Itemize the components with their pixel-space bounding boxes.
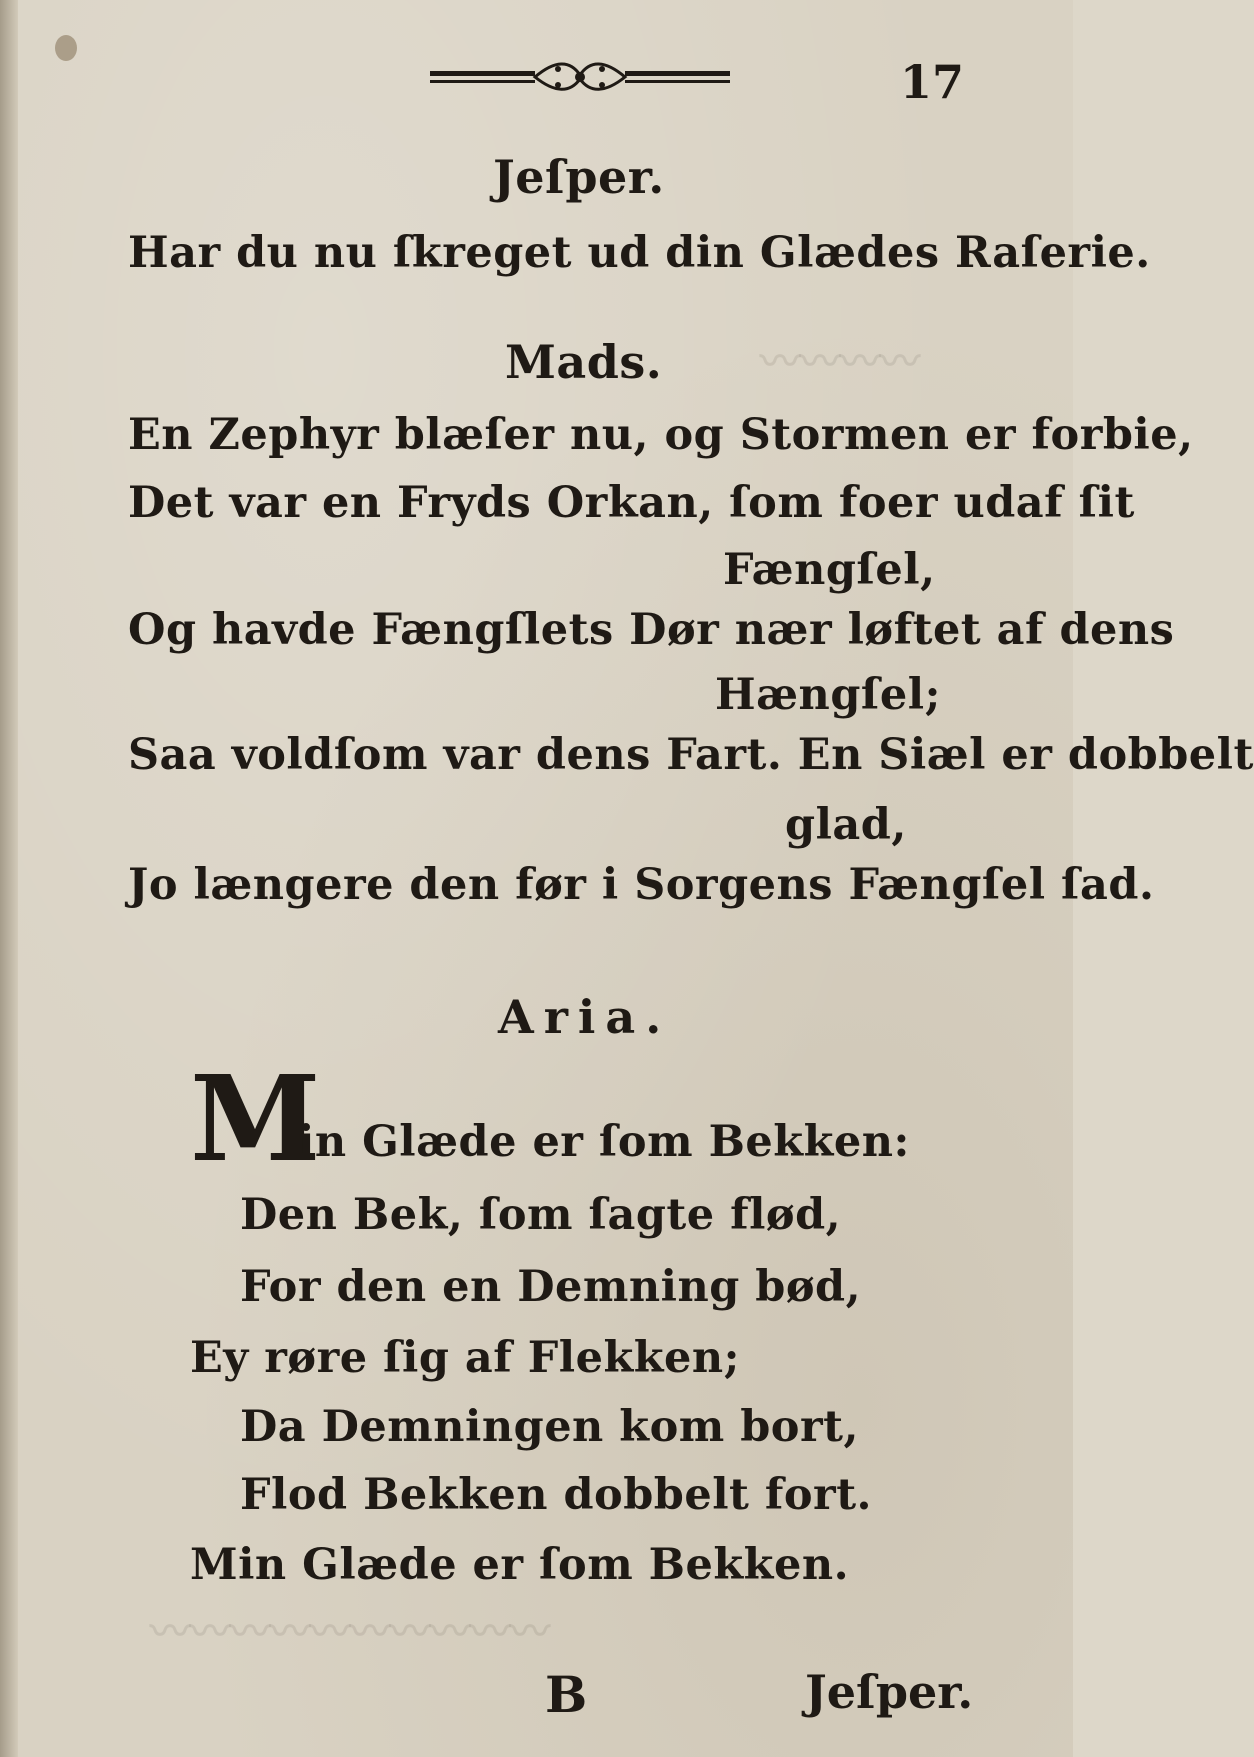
verse-line: En Zephyr blæſer nu, og Stormen er forbie, bbox=[128, 410, 1194, 460]
aria-line: Da Demningen kom bort, bbox=[240, 1402, 859, 1452]
aria-line: Min Glæde er ſom Bekken. bbox=[190, 1540, 850, 1590]
verse-line: Det var en Fryds Orkan, ſom foer udaf ſit bbox=[128, 478, 1135, 528]
aria-line: Flod Bekken dobbelt fort. bbox=[240, 1470, 873, 1520]
verse-line: Har du nu ſkreget ud din Glædes Raſerie. bbox=[128, 228, 1151, 278]
aria-line: Den Bek, ſom ſagte flød, bbox=[240, 1190, 842, 1240]
show-through-text: 〰〰〰〰 bbox=[760, 338, 920, 385]
verse-line: Og havde Fængſlets Dør nær løftet af dens bbox=[128, 605, 1175, 655]
aria-line: in Glæde er ſom Bekken: bbox=[298, 1117, 910, 1167]
header-ornament bbox=[430, 55, 730, 99]
page-edge bbox=[0, 0, 18, 1757]
catchword: Jeſper. bbox=[805, 1665, 974, 1719]
aria-line: Ey røre ſig af Flekken; bbox=[190, 1333, 741, 1383]
verse-line-turnover: Fængſel, bbox=[723, 545, 936, 595]
signature-mark: B bbox=[545, 1665, 588, 1724]
verse-line-turnover: Hængſel; bbox=[715, 670, 941, 720]
drop-capital: M bbox=[190, 1049, 321, 1188]
verse-line: Jo længere den før i Sorgens Fængſel ſad. bbox=[128, 860, 1155, 910]
speaker-name: Mads. bbox=[505, 335, 663, 389]
verse-line: Saa voldſom var dens Fart. En Siæl er dobbelt bbox=[128, 730, 1254, 780]
verse-line-turnover: glad, bbox=[785, 800, 907, 850]
show-through-text: 〰〰〰〰〰〰〰〰〰〰 bbox=[150, 1608, 550, 1655]
ink-smudge bbox=[55, 35, 77, 61]
page-number: 17 bbox=[900, 55, 965, 109]
aria-title: Aria. bbox=[498, 990, 672, 1044]
aria-line: For den en Demning bød, bbox=[240, 1262, 862, 1312]
speaker-name: Jeſper. bbox=[493, 150, 665, 204]
